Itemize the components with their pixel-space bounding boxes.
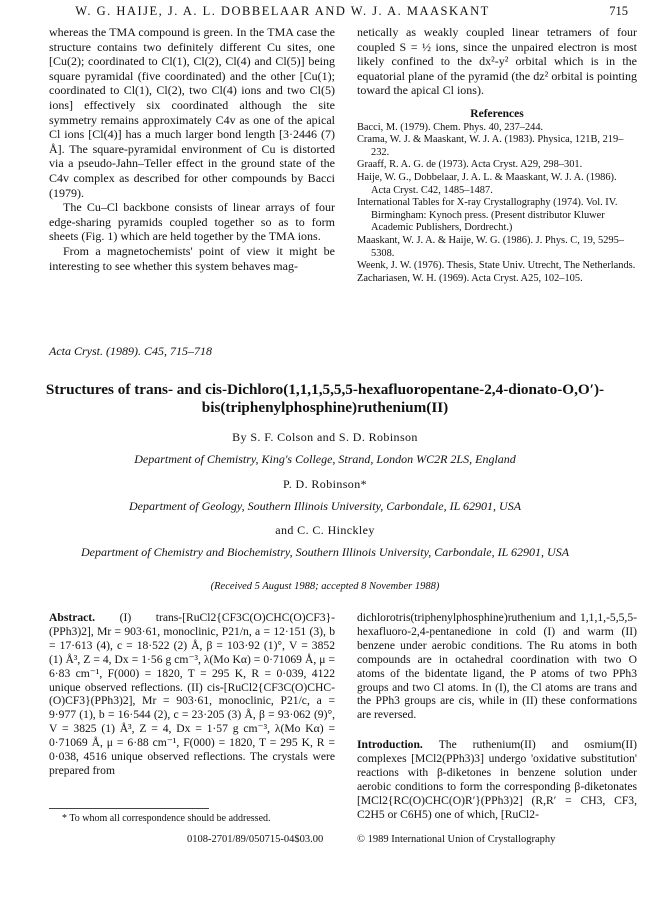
introduction-text: The ruthenium(II) and osmium(II) complexes [MCl2(PPh3)3] undergo 'oxidative substitution' reactions with β-diketones in benzene solution under aerobic conditions to form the corresponding β-diketonates [MCl2{RC(O)CHC(O)R′}(PPh3)2] (R,R′ = CH3, CF3, C2H5 or C6H5) one of which, [RuCl2- xyxy=(357,738,637,821)
affiliation-2: Department of Geology, Southern Illinois University, Carbondale, IL 62901, USA xyxy=(128,499,522,513)
prev-paragraph-1: whereas the TMA compound is green. In the TMA case the structure contains two definitely different Cu sites, one [Cu(2); coordinated to Cl(1), Cl(2), Cl(4) and Cl(5)] being square pyramidal (five coordinated) and the other [Cu(1); coordinated to Cl(1), Cl(2), two Cl(4) ions and two Cl(5) ions] effectively six coordinated although the site symmetry remains approximately C4v as one of the apical Cl ions [Cl(4)] has a much larger bond length [3·2446 (7) Å]. The square-pyramidal environment of Cu is distorted via a pseudo-Jahn–Teller effect in the ground state of the C4v complex as described for other compounds by Bacci (1979). xyxy=(49,25,335,200)
reference-item: Haije, W. G., Dobbelaar, J. A. L. & Maaskant, W. J. A. (1986). Acta Cryst. C42, 1485–1487. xyxy=(357,171,617,196)
prev-article-left-column xyxy=(49,25,335,273)
affiliation-3: Department of Chemistry and Biochemistry, Southern Illinois University, Carbondale, IL 62901, USA xyxy=(80,545,570,559)
footnote-rule xyxy=(49,808,209,809)
abstract-text: (I) trans-[RuCl2{CF3C(O)CHC(O)CF3}-(PPh3)2], Mr = 903·61, monoclinic, P21/n, a = 12·151 (3), b = 17·613 (4), c = 18·522 (2) Å, β = 103·92 (1)°, V = 3852 (1) Å³, Z = 4, Dx = 1·56 g cm⁻³, λ(Mo Kα) = 0·71069 Å, μ = 6·83 cm⁻¹, F(000) = 1820, T = 295 K, R = 0·039, 4122 unique observed reflections. (II) cis-[RuCl2{CF3C(O)CHC-(O)CF3}(PPh3)2], Mr = 903·61, monoclinic, P21/c, a = 9·977 (1), b = 16·544 (2), c = 23·205 (3) Å, β = 93·062 (9)°, V = 3825 (1) Å³, Z = 4, Dx = 1·57 g cm⁻³, λ(Mo Kα) = 0·71069 Å, μ = 6·88 cm⁻¹, F(000) = 1820, T = 295 K, R = 0·038, 4516 unique observed reflections. The crystals were prepared from xyxy=(49,611,335,777)
reference-item: Zachariasen, W. H. (1969). Acta Cryst. A25, 102–105. xyxy=(357,272,583,284)
article-title: Structures of trans- and cis-Dichloro(1,1,1,5,5,5-hexafluoropentane-2,4-dionato-O,O′)-bis(triphenylphosphine)ruthenium(II) xyxy=(45,381,605,416)
page-number: 715 xyxy=(609,4,628,18)
reference-item: Maaskant, W. J. A. & Haije, W. G. (1986). J. Phys. C, 19, 5295–5308. xyxy=(357,234,624,259)
prev-paragraph-3: From a magnetochemists' point of view it might be interesting to see whether this system behaves mag- xyxy=(49,243,335,273)
article-code: 0108-2701/89/050715-04$03.00 xyxy=(187,834,324,845)
received-dates: (Received 5 August 1988; accepted 8 November 1988) xyxy=(210,581,440,592)
reference-item: Bacci, M. (1979). Chem. Phys. 40, 237–244. xyxy=(357,121,544,133)
reference-item: International Tables for X-ray Crystallography (1974). Vol. IV. Birmingham: Kynoch press. (Present distributor Kluwer Academic Publishers, Dordrecht.) xyxy=(357,197,618,234)
authors-line-1: By S. F. Colson and S. D. Robinson xyxy=(232,430,418,444)
prev-article-right-column xyxy=(357,25,637,285)
abstract-right-column xyxy=(357,611,637,822)
abstract-left-column xyxy=(49,611,335,778)
prev-paragraph-2: The Cu–Cl backbone consists of linear arrays of four edge-sharing pyramids coupled together so as to form sheets (Fig. 1) which are held together by the TMA ions. xyxy=(49,200,335,244)
copyright: © 1989 International Union of Crystallography xyxy=(357,834,556,845)
references-heading: References xyxy=(470,107,524,120)
reference-item: Graaff, R. A. G. de (1973). Acta Cryst. A29, 298–301. xyxy=(357,159,583,171)
footnote: * To whom all correspondence should be addressed. xyxy=(62,813,271,824)
running-head xyxy=(0,4,650,24)
affiliation-1: Department of Chemistry, King's College, Strand, London WC2R 2LS, England xyxy=(134,452,516,466)
reference-item: Crama, W. J. & Maaskant, W. J. A. (1983). Physica, 121B, 219–232. xyxy=(357,134,624,158)
abstract-label: Abstract. xyxy=(49,611,96,624)
authors-line-2: P. D. Robinson* xyxy=(282,477,368,491)
introduction-label: Introduction. xyxy=(357,738,423,752)
reference-item: Weenk, J. W. (1976). Thesis, State Univ. Utrecht, The Netherlands. xyxy=(357,260,636,272)
running-head-authors: W. G. HAIJE, J. A. L. DOBBELAAR AND W. J. A. MAASKANT xyxy=(75,4,490,18)
prev-paragraph-right: netically as weakly coupled linear tetramers of four coupled S = ½ ions, since the unpaired electron is most likely confined to the dx²-y² orbital which is in the equatorial plane of the pyramid (the dz² orbital is pointing toward the apical Cl ions). xyxy=(357,25,637,98)
abstract-continued: dichlorotris(triphenylphosphine)ruthenium and 1,1,1,-5,5,5-hexafluoro-2,4-pentanedione in cold (I) and warm (II) benzene under aerobic conditions. The Ru atoms in both compounds are in octahedral coordination with two O atoms of the bidentate ligand, the P atoms of two PPh3 groups and two Cl atoms. In (I), the Cl atoms are trans and the PPh3 groups are cis, while in (II) these conformations are reversed. xyxy=(357,611,637,722)
journal-citation: Acta Cryst. (1989). C45, 715–718 xyxy=(49,344,212,358)
authors-line-3: and C. C. Hinckley xyxy=(275,523,375,537)
